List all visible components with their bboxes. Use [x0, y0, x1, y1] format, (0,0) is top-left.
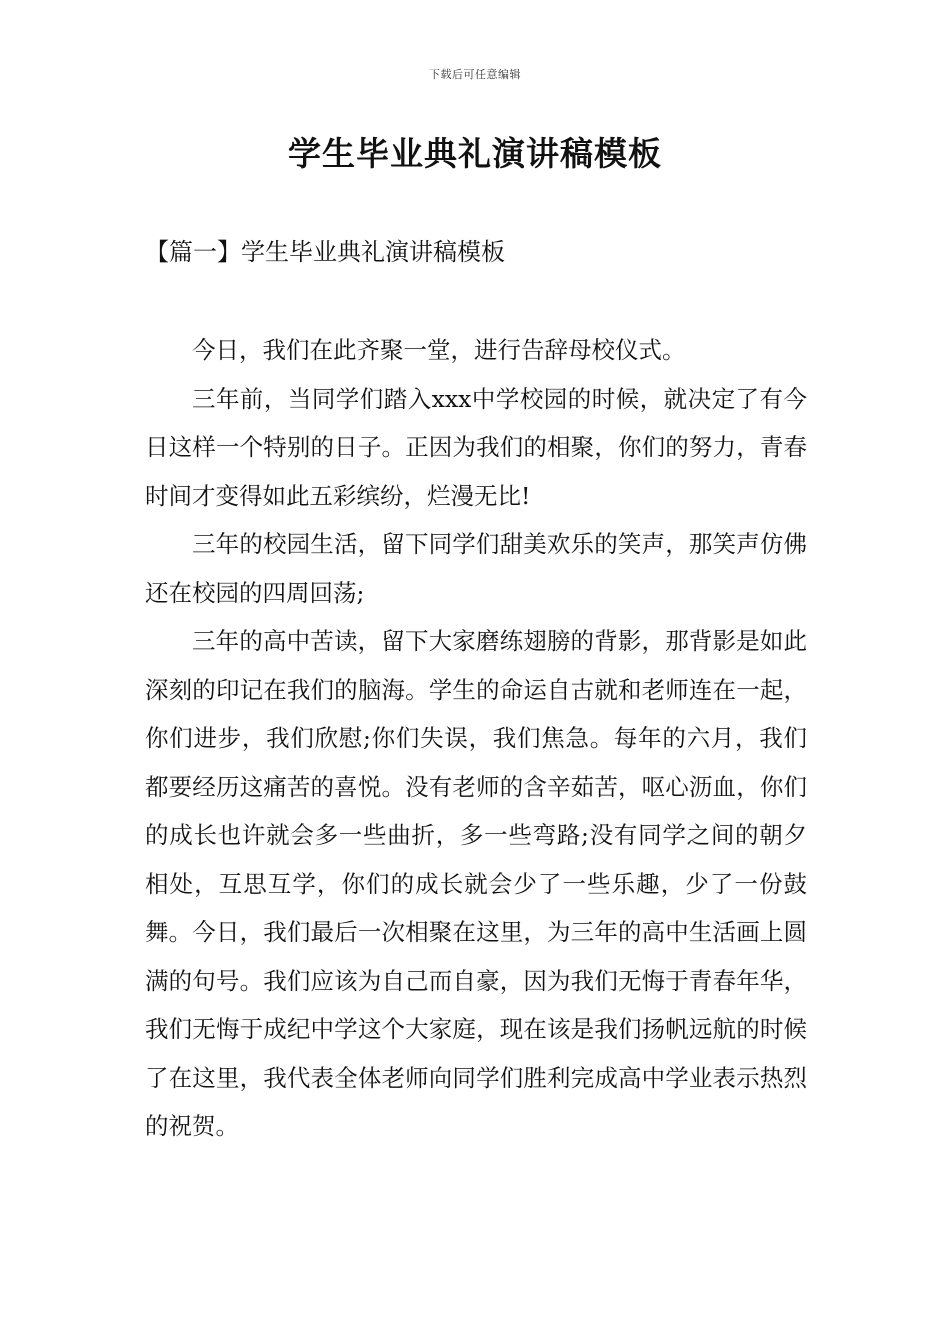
document-body	[145, 326, 807, 1151]
section-heading: 【篇一】学生毕业典礼演讲稿模板	[145, 238, 505, 266]
paragraph: 三年前，当同学们踏入xxx中学校园的时候，就决定了有今日这样一个特别的日子。正因为我们的相聚，你们的努力，青春时间才变得如此五彩缤纷，烂漫无比!	[145, 384, 807, 510]
paragraph: 今日，我们在此齐聚一堂，进行告辞母校仪式。	[192, 336, 686, 364]
paragraph: 三年的高中苦读，留下大家磨练翅膀的背影，那背影是如此深刻的印记在我们的脑海。学生的命运自古就和老师连在一起，你们进步，我们欣慰;你们失误，我们焦急。每年的六月，我们都要经历这痛苦的喜悦。没有老师的含辛茹苦，呕心沥血，你们的成长也许就会多一些曲折，多一些弯路;没有同学之间的朝夕相处，互思互学，你们的成长就会少了一些乐趣，少了一份鼓舞。今日，我们最后一次相聚在这里，为三年的高中生活画上圆满的句号。我们应该为自己而自豪，因为我们无悔于青春年华，我们无悔于成纪中学这个大家庭，现在该是我们扬帆远航的时候了在这里，我代表全体老师向同学们胜利完成高中学业表示热烈的祝贺。	[145, 627, 807, 1140]
paragraph: 三年的校园生活，留下同学们甜美欢乐的笑声，那笑声仿佛还在校园的四周回荡;	[145, 530, 807, 607]
header-note: 下载后可任意编辑	[429, 68, 521, 81]
document-title: 学生毕业典礼演讲稿模板	[288, 134, 662, 173]
